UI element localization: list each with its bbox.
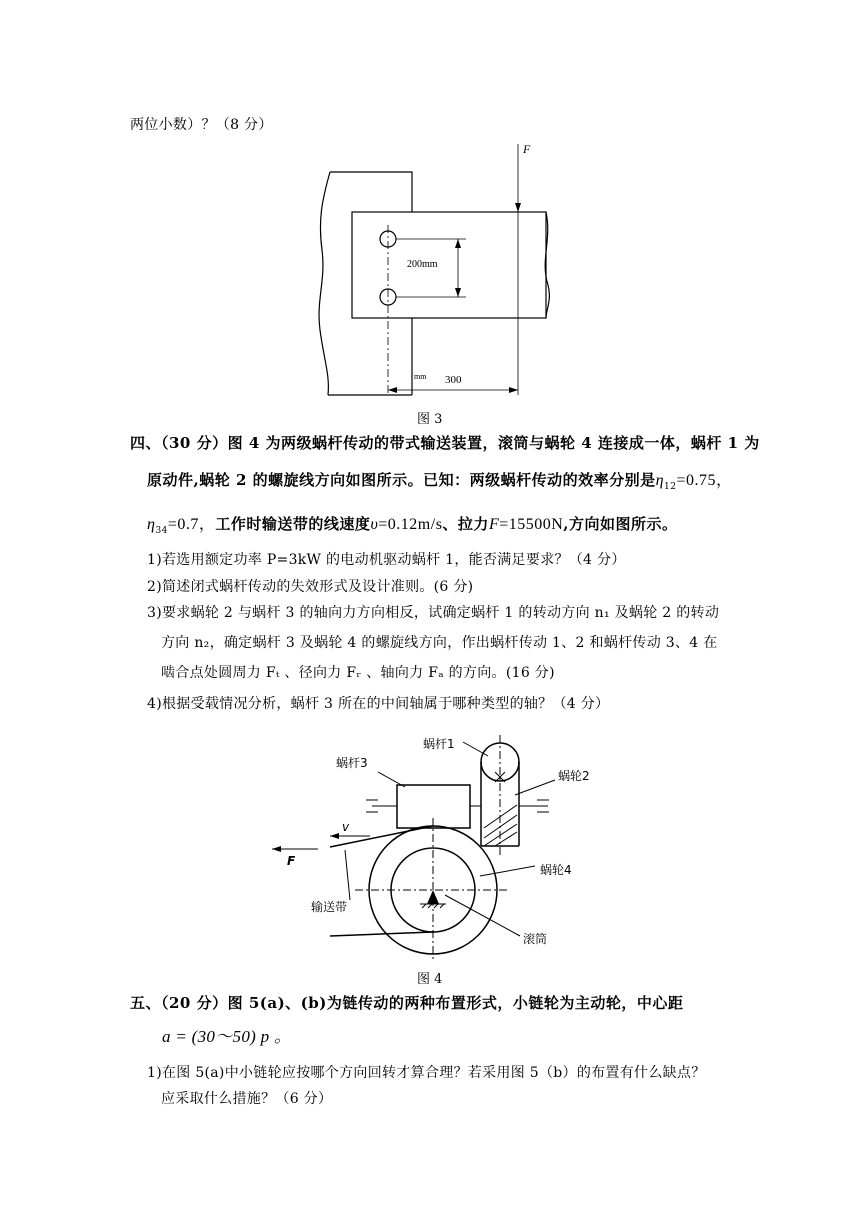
fig4-drum-label: 滚筒	[523, 932, 548, 946]
section4-line3: $\eta_{34}=0.7$，工作时输送带的线速度υ=0.12m/s、拉力F=15500N,方向如图所示。	[147, 515, 678, 536]
fig3-dim-horizontal: 300	[445, 374, 462, 386]
section5-formula: a = (30～50) p 。	[162, 1027, 292, 1046]
section4-question-4: 4)根据受载情况分析，蜗杆 3 所在的中间轴属于哪种类型的轴？（4 分）	[147, 696, 610, 712]
section4-question-3-line2: 方向 n₂，确定蜗杆 3 及蜗轮 4 的螺旋线方向，作出蜗杆传动 1、2 和蜗杆传动 3、4 在	[161, 635, 718, 651]
fig4-wheel4-label: 蜗轮4	[540, 863, 572, 877]
top-line: 两位小数）？（8 分）	[130, 117, 273, 133]
section4-question-3-line1: 3)要求蜗轮 2 与蜗杆 3 的轴向力方向相反，试确定蜗杆 1 的转动方向 n₁ 及蜗轮 2 的转动	[147, 605, 720, 621]
section4-question-2: 2)简述闭式蜗杆传动的失效形式及设计准则。(6 分)	[147, 579, 474, 595]
fig3-force-label: F	[523, 142, 531, 156]
fig3-unit: mm	[414, 372, 427, 381]
fig4-velocity-label: v	[342, 820, 350, 834]
fig3-dim-vertical: 200mm	[407, 259, 438, 270]
section4-question-3-line3: 啮合点处圆周力 Fₜ 、径向力 Fᵣ 、轴向力 Fₐ 的方向。(16 分)	[161, 665, 555, 681]
section4-line2: 原动件,蜗轮 2 的螺旋线方向如图所示。已知：两级蜗杆传动的效率分别是$\eta_{12}=0.75$，	[147, 471, 733, 492]
fig4-worm1-label: 蜗杆1	[423, 737, 455, 751]
fig3-caption: 图 3	[417, 412, 443, 427]
fig4-force-label: F	[287, 854, 296, 868]
section4-question-1: 1)若选用额定功率 P=3kW 的电动机驱动蜗杆 1，能否满足要求？（4 分）	[147, 552, 626, 568]
fig4-wheel2-label: 蜗轮2	[558, 769, 590, 783]
fig4-belt-label: 输送带	[311, 900, 348, 914]
fig4-caption: 图 4	[417, 972, 443, 987]
section4-line1: 四、（30 分）图 4 为两级蜗杆传动的带式输送装置，滚筒与蜗轮 4 连接成一体，蜗杆 1 为	[130, 434, 760, 452]
section5-line1: 五、（20 分）图 5(a)、(b)为链传动的两种布置形式，小链轮为主动轮，中心距	[130, 994, 684, 1012]
fig4-worm3-label: 蜗杆3	[336, 756, 368, 770]
section5-question-1-line2: 应采取什么措施？（6 分）	[161, 1091, 333, 1107]
section5-question-1-line1: 1)在图 5(a)中小链轮应按哪个方向回转才算合理？若采用图 5（b）的布置有什么缺点？	[147, 1065, 706, 1081]
